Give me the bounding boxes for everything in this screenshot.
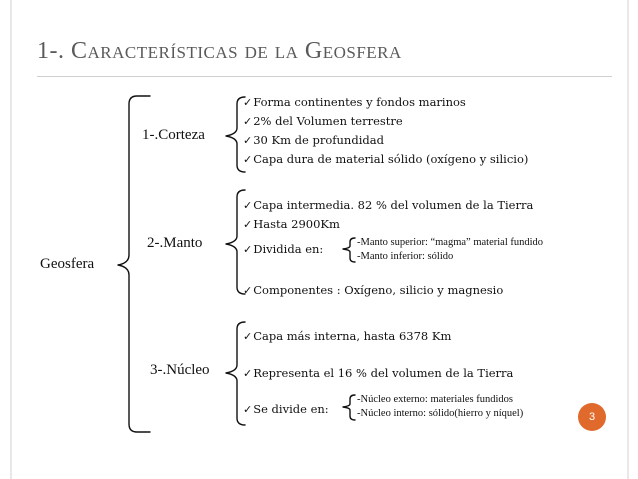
manto-item: ✓Dividida en: [243, 242, 324, 256]
check-icon: ✓ [243, 199, 253, 212]
page-number-badge: 3 [578, 403, 606, 431]
nucleo-sub-item: -Núcleo externo: materiales fundidos [357, 394, 513, 405]
manto-item: ✓Capa intermedia. 82 % del volumen de la Tierra [243, 198, 534, 212]
nucleo-label: 3-.Núcleo [150, 362, 210, 378]
manto-label: 2-.Manto [147, 235, 203, 251]
nucleo-item: ✓Se divide en: [243, 402, 329, 416]
manto-sub-item: -Manto inferior: sólido [357, 251, 454, 262]
root-label: Geosfera [40, 256, 95, 272]
check-icon: ✓ [243, 243, 253, 256]
nucleo-sub-bracket [343, 395, 355, 420]
corteza-item: ✓30 Km de profundidad [243, 133, 384, 147]
corteza-item: ✓Forma continentes y fondos marinos [243, 95, 466, 109]
check-icon: ✓ [243, 284, 253, 297]
manto-item: ✓Hasta 2900Km [243, 217, 340, 231]
corteza-item: ✓Capa dura de material sólido (oxígeno y silicio) [243, 152, 529, 166]
nucleo-sub-item: -Núcleo interno: sólido(hierro y níquel) [357, 408, 524, 419]
corteza-label: 1-.Corteza [142, 127, 205, 143]
check-icon: ✓ [243, 403, 253, 416]
check-icon: ✓ [243, 115, 253, 128]
nucleo-item: ✓Capa más interna, hasta 6378 Km [243, 329, 452, 343]
check-icon: ✓ [243, 153, 253, 166]
main-bracket [118, 96, 150, 432]
nucleo-item: ✓Representa el 16 % del volumen de la Tierra [243, 366, 514, 380]
check-icon: ✓ [243, 218, 253, 231]
manto-item: ✓Componentes : Oxígeno, silicio y magnesio [243, 283, 504, 297]
page-title: 1-. Características de la Geosfera [37, 38, 402, 64]
check-icon: ✓ [243, 330, 253, 343]
manto-sub-item: -Manto superior: “magma” material fundido [357, 237, 544, 248]
check-icon: ✓ [243, 367, 253, 380]
check-icon: ✓ [243, 96, 253, 109]
corteza-item: ✓2% del Volumen terrestre [243, 114, 403, 128]
manto-sub-bracket [343, 238, 355, 262]
check-icon: ✓ [243, 134, 253, 147]
